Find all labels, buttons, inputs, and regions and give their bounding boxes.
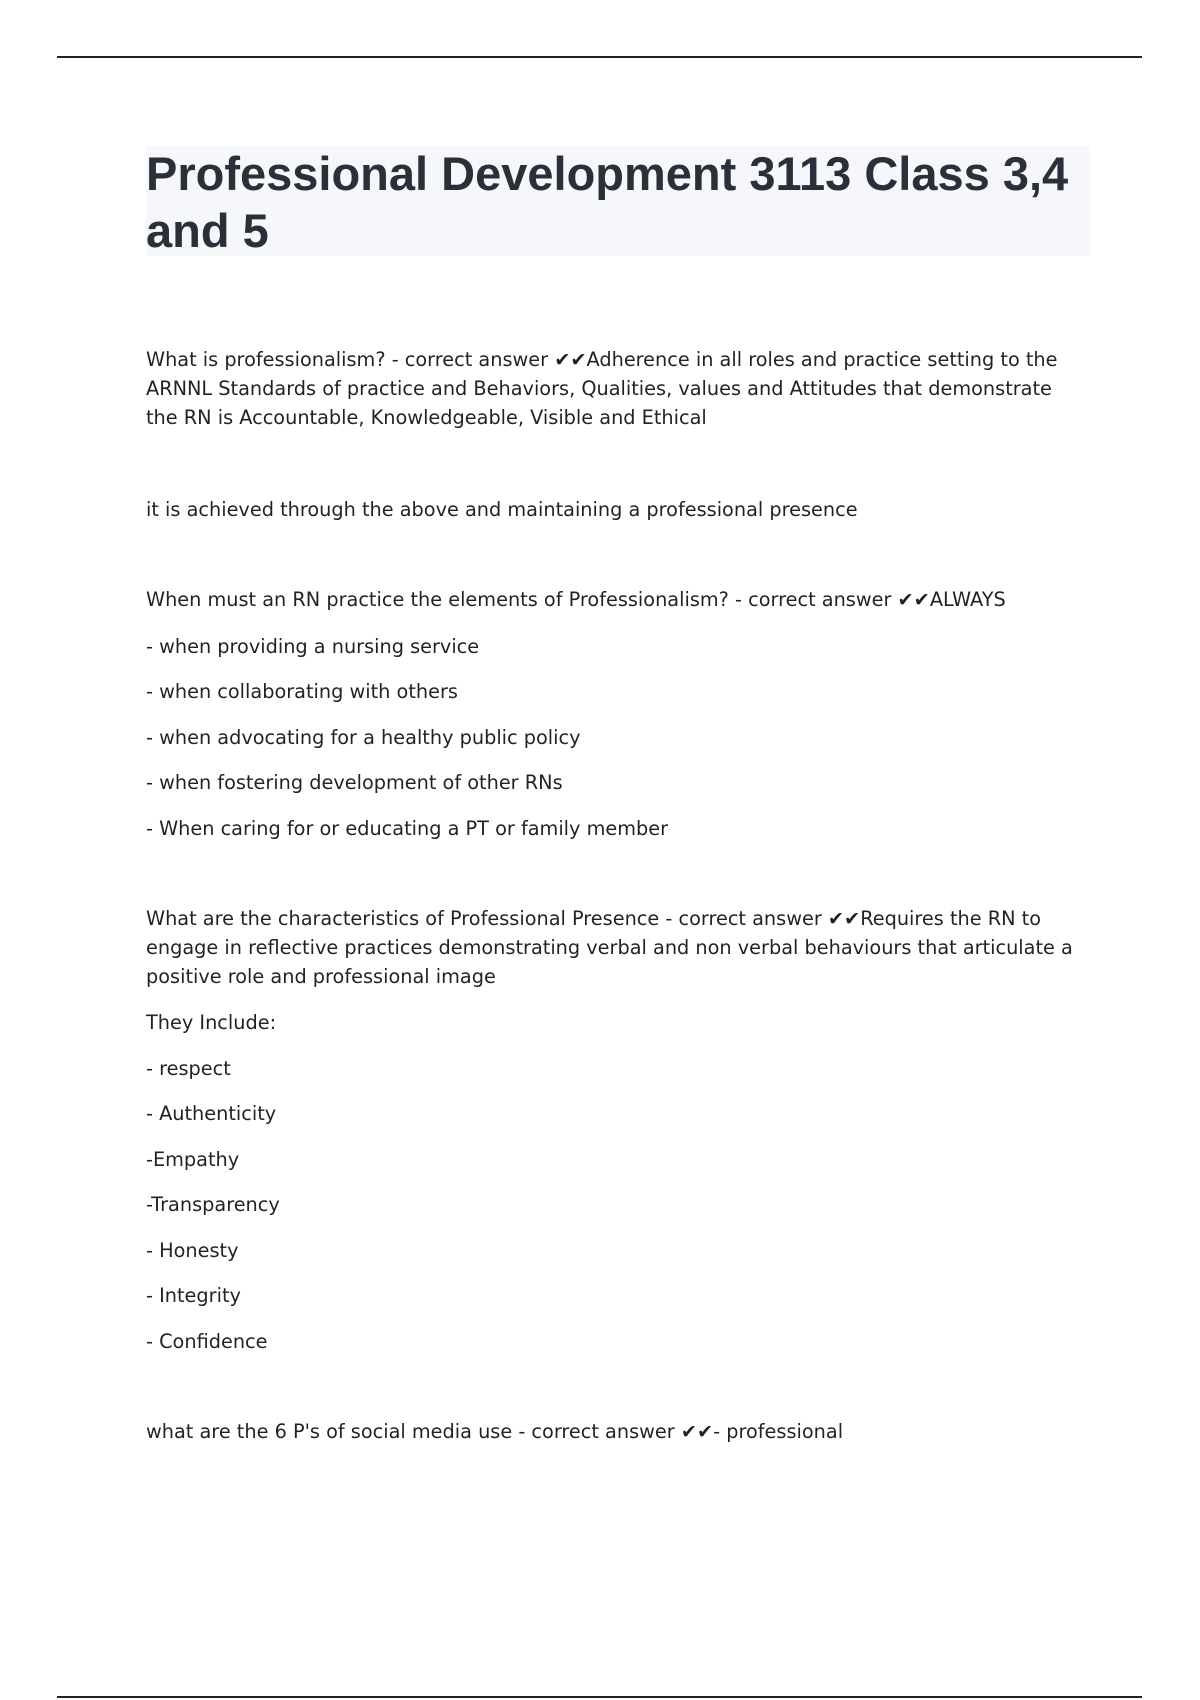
list-item: - when collaborating with others: [146, 680, 458, 703]
list-item: - when providing a nursing service: [146, 635, 480, 658]
list-item: - Authenticity: [146, 1102, 277, 1125]
question-professional-presence: What are the characteristics of Professional Presence - correct answer ✔✔Requires the RN to engage in reflective practices demonstrating verbal and non verbal behaviours that articulate a positive role and professional image: [146, 907, 1073, 988]
list-item: - when fostering development of other RNs: [146, 771, 563, 794]
list-item: -Empathy: [146, 1148, 240, 1171]
professionalism-note: it is achieved through the above and maintaining a professional presence: [146, 498, 858, 521]
list-item: - when advocating for a healthy public policy: [146, 726, 581, 749]
document-title: Professional Development 3113 Class 3,4 and 5: [146, 147, 1069, 257]
question-when-practice: When must an RN practice the elements of Professionalism? - correct answer ✔✔ALWAYS: [146, 588, 1006, 611]
list-item: - Integrity: [146, 1284, 241, 1307]
top-rule: [57, 56, 1142, 58]
presence-intro: They Include:: [146, 1011, 277, 1034]
question-social-media: what are the 6 P's of social media use - correct answer ✔✔- professional: [146, 1420, 844, 1443]
list-item: - Confidence: [146, 1330, 268, 1353]
list-item: - Honesty: [146, 1239, 239, 1262]
list-item: - respect: [146, 1057, 231, 1080]
list-item: -Transparency: [146, 1193, 280, 1216]
question-professionalism: What is professionalism? - correct answer ✔✔Adherence in all roles and practice setting to the ARNNL Standards of practice and Behaviors, Qualities, values and Attitudes that demonstrate the RN is Accountable, Knowledgeable, Visible and Ethical: [146, 348, 1058, 429]
bottom-rule: [57, 1696, 1142, 1698]
list-item: - When caring for or educating a PT or family member: [146, 817, 669, 840]
